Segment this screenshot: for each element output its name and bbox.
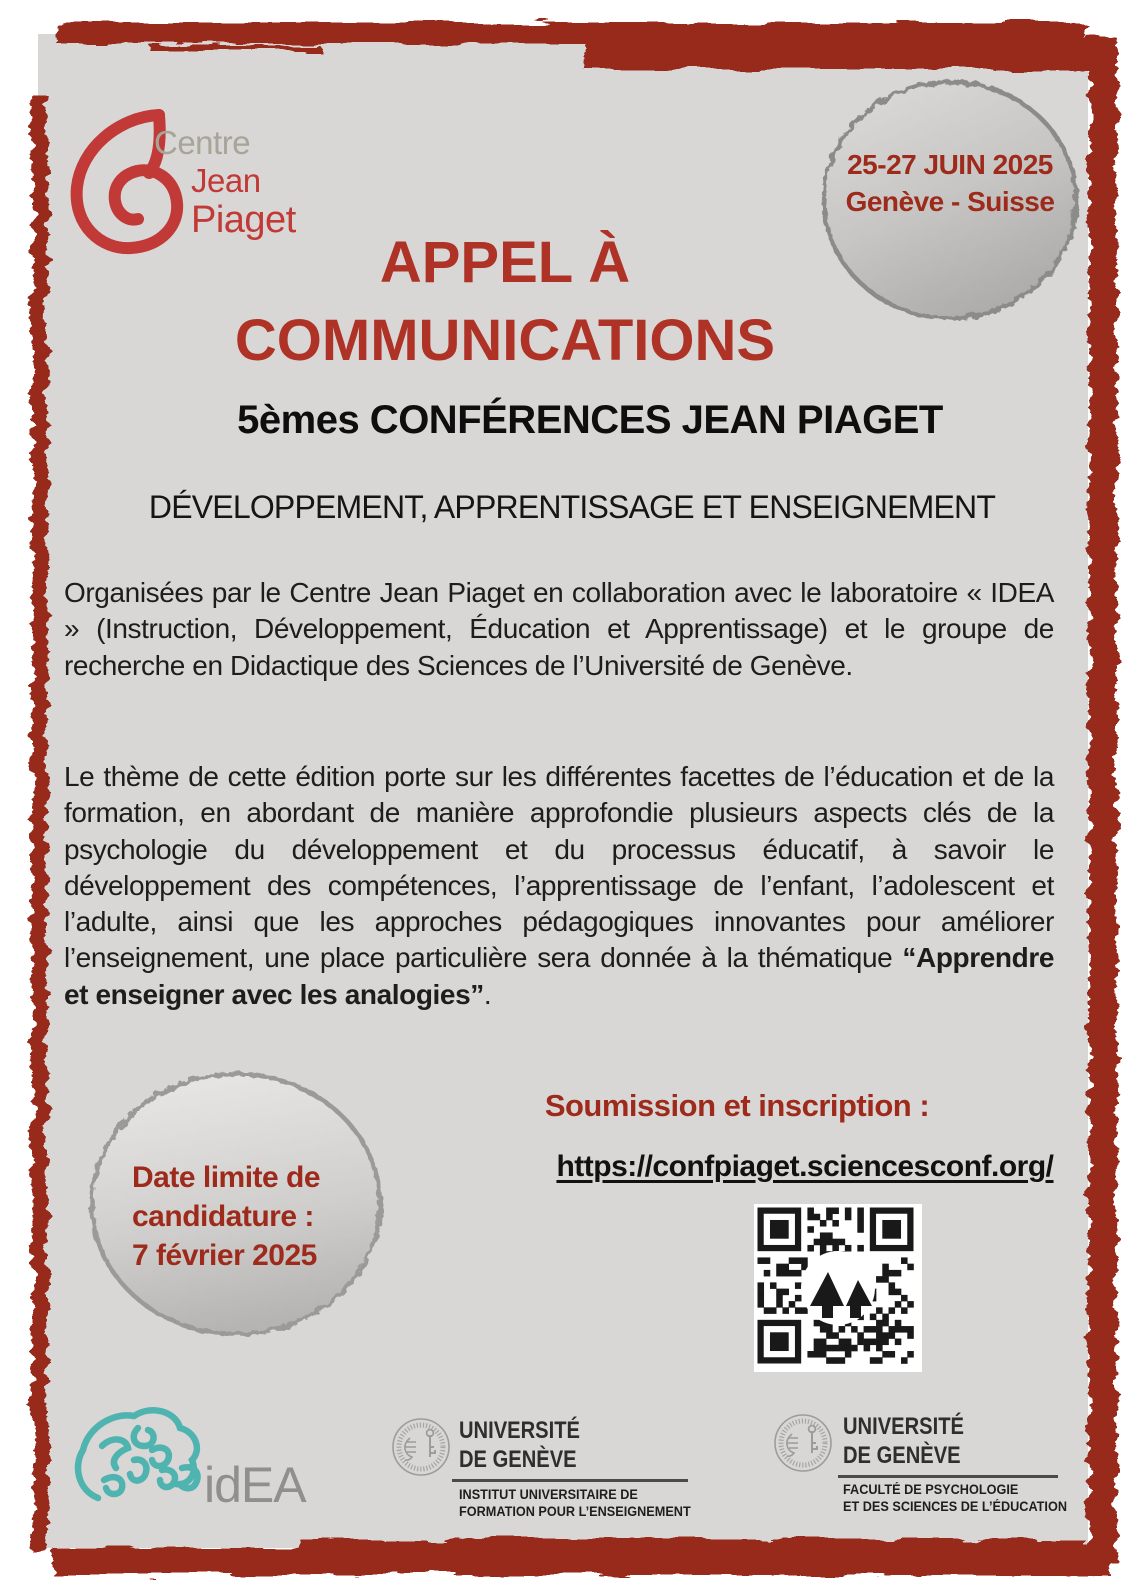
submission-url-link[interactable]: https://confpiaget.sciencesconf.org/ xyxy=(556,1150,1054,1183)
unige-fpse-unit xyxy=(843,1482,1081,1515)
logo-word-jean: Jean xyxy=(191,162,261,199)
brain-icon xyxy=(68,1400,214,1522)
poster-title-line2: COMMUNICATIONS xyxy=(234,308,776,373)
badge-location-text: Genève - Suisse xyxy=(845,186,1055,217)
unige-fpse-divider xyxy=(838,1475,1058,1478)
intro-paragraph: Organisées par le Centre Jean Piaget en collaboration avec le laboratoire « IDEA » (Instruction, Développement, Éducation et Apprentissage) et le groupe de recherche en Didactique des Sciences de l’Université de Genève. xyxy=(64,577,1054,681)
event-date-badge xyxy=(826,146,1074,220)
deadline-badge xyxy=(132,1158,320,1275)
idea-lab-label: idEA xyxy=(204,1457,306,1513)
unige-fpse-logo xyxy=(843,1412,987,1470)
deadline-line3: 7 février 2025 xyxy=(132,1239,317,1272)
iufe-unit-line1: INSTITUT UNIVERSITAIRE DE xyxy=(459,1487,638,1502)
fpse-unit-line2: ET DES SCIENCES DE L’ÉDUCATION xyxy=(843,1498,1067,1514)
body-text: Le thème de cette édition porte sur les différentes facettes de l’éducation et de la formation, en abordant de manière approfondie plusieurs aspects clés de la psychologie du développement et du processus éducatif, à savoir le développement des compétences, l’apprentissage de l’enfant, l’adolescent et l’adulte, ainsi que les approches pédagogiques innovantes pour améliorer l’enseignement, une place particulière sera donnée à la thématique xyxy=(64,761,1054,974)
unige-name-line1: UNIVERSITÉ xyxy=(459,1417,580,1444)
submission-heading: Soumission et inscription : xyxy=(544,1088,930,1123)
logo-word-piaget: Piaget xyxy=(191,199,296,241)
conference-subtitle: 5èmes CONFÉRENCES JEAN PIAGET xyxy=(237,398,943,442)
body-paragraph xyxy=(64,759,1054,1013)
unige-iufe-unit xyxy=(459,1487,706,1520)
fpse-unit-line1: FACULTÉ DE PSYCHOLOGIE xyxy=(843,1482,1019,1497)
theme-line: DÉVELOPPEMENT, APPRENTISSAGE ET ENSEIGNEMENT xyxy=(148,489,996,525)
iufe-unit-line2: FORMATION POUR L’ENSEIGNEMENT xyxy=(459,1503,691,1519)
unige-name-line2: DE GENÈVE xyxy=(459,1446,577,1473)
poster-title-line1: APPEL À xyxy=(379,230,631,295)
unige-name-line2: DE GENÈVE xyxy=(843,1442,961,1469)
unige-iufe-divider xyxy=(452,1479,688,1482)
unige-seal-icon xyxy=(390,1414,452,1480)
deadline-line1: Date limite de xyxy=(132,1161,321,1194)
badge-dates-text: 25-27 JUIN 2025 xyxy=(847,149,1053,180)
deadline-line2: candidature : xyxy=(132,1200,314,1233)
logo-word-centre: Centre xyxy=(154,124,251,161)
body-period: . xyxy=(483,978,492,1010)
unige-seal-icon xyxy=(772,1410,834,1476)
unige-iufe-logo xyxy=(459,1416,603,1474)
poster-title xyxy=(80,224,930,380)
unige-name-line1: UNIVERSITÉ xyxy=(843,1413,964,1440)
qr-code xyxy=(754,1204,922,1372)
body-highlight: “Apprendre et enseigner avec les analogies” xyxy=(64,942,1054,1010)
